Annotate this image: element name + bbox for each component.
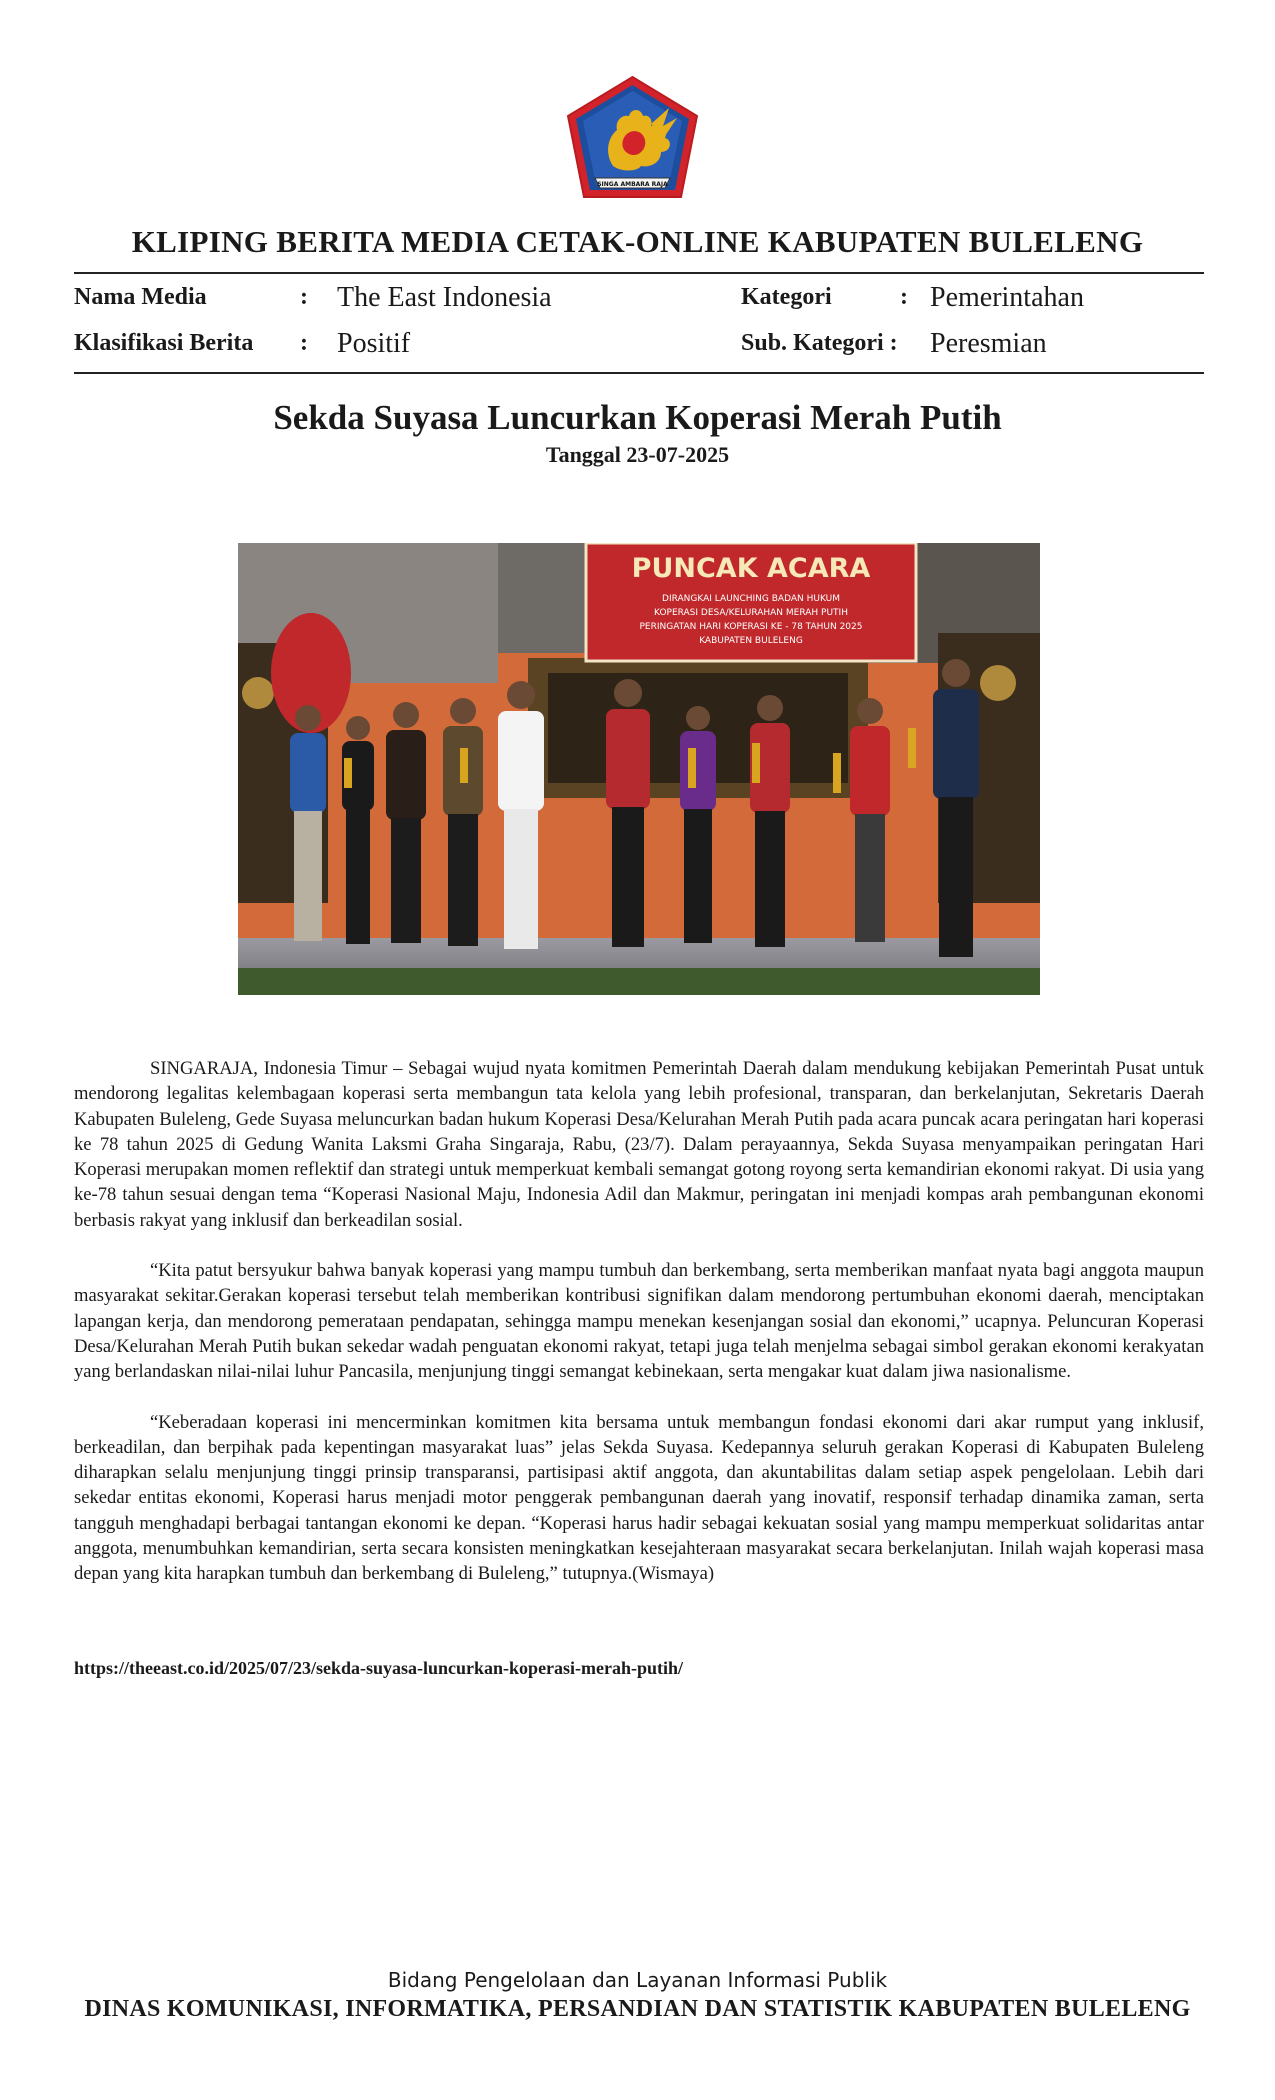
category-label: Kategori — [741, 284, 832, 310]
article-photo — [238, 543, 1040, 995]
category-colon: : — [900, 284, 908, 310]
media-name-value: The East Indonesia — [337, 282, 552, 313]
svg-text:SINGA AMBARA RAJA: SINGA AMBARA RAJA — [597, 181, 668, 188]
header-divider-top — [74, 272, 1204, 274]
classification-value: Positif — [337, 328, 411, 359]
banner-line-3: PERINGATAN HARI KOPERASI KE - 78 TAHUN 2025 — [639, 622, 863, 632]
buleleng-crest-logo — [565, 74, 700, 200]
footer-agency-title: DINAS KOMUNIKASI, INFORMATIKA, PERSANDIAN DAN STATISTIK KABUPATEN BULELENG — [84, 1996, 1191, 2022]
banner-line-2: KOPERASI DESA/KELURAHAN MERAH PUTIH — [654, 608, 848, 618]
banner-line-1: DIRANGKAI LAUNCHING BADAN HUKUM — [662, 594, 840, 604]
article-paragraph-2: “Kita patut bersyukur bahwa banyak koperasi yang mampu tumbuh dan berkembang, serta memberikan manfaat nyata bagi anggota maupun masyarakat sekitar.Gerakan koperasi tersebut telah memberikan kontribusi signifikan dalam mendorong pertumbuhan ekonomi daerah, menciptakan lapangan kerja, dan mendorong pemerataan pendapatan, sehingga mampu menekan kesenjangan sosial dan ekonomi,” ucapnya. Peluncuran Koperasi Desa/Kelurahan Merah Putih bukan sekedar wadah penguatan ekonomi rakyat, tetapi juga telah menjelma sebagai simbol gerakan ekonomi kerakyatan yang berlandaskan nilai-nilai luhur Pancasila, menjunjung tinggi semangat kebinekaan, serta mengakar kuat dalam jiwa nasionalisme. — [74, 1260, 1204, 1383]
document-header-title: KLIPING BERITA MEDIA CETAK-ONLINE KABUPATEN BULELENG — [131, 224, 1144, 259]
category-value: Pemerintahan — [930, 282, 1084, 313]
article-title: Sekda Suyasa Luncurkan Koperasi Merah Putih — [273, 398, 1002, 437]
banner-line-4: KABUPATEN BULELENG — [699, 636, 803, 646]
subcategory-value: Peresmian — [930, 328, 1047, 359]
article-body — [74, 1056, 1204, 1612]
classification-colon: : — [300, 330, 308, 356]
header-divider-bottom — [74, 372, 1204, 374]
media-name-colon: : — [300, 284, 308, 310]
article-date: Tanggal 23-07-2025 — [545, 442, 730, 467]
banner-heading: PUNCAK ACARA — [631, 553, 871, 584]
subcategory-label: Sub. Kategori : — [741, 330, 898, 356]
classification-label: Klasifikasi Berita — [74, 330, 254, 356]
media-name-label: Nama Media — [74, 284, 207, 310]
article-paragraph-3: “Keberadaan koperasi ini mencerminkan komitmen kita bersama untuk membangun fondasi ekonomi dari akar rumput yang inklusif, berkeadilan, dan berpihak pada kepentingan masyarakat luas” jelas Sekda Suyasa. Kedepannya seluruh gerakan Koperasi di Kabupaten Buleleng diharapkan selalu menjunjung tinggi prinsip transparansi, partisipasi aktif anggota, dan akuntabilitas dalam setiap aspek pengelolaan. Lebih dari sekedar entitas ekonomi, Koperasi harus menjadi motor penggerak pembangunan daerah yang inovatif, responsif terhadap dinamika zaman, serta tangguh menghadapi berbagai tantangan ekonomi ke depan. “Koperasi harus hadir sebagai kekuatan sosial yang mampu memperkuat solidaritas antar anggota, menumbuhkan kemandirian, serta secara konsisten meningkatkan kesejahteraan masyarakat secara berkelanjutan. Inilah wajah koperasi masa depan yang kita harapkan tumbuh dan berkembang di Buleleng,” tutupnya.(Wismaya) — [74, 1411, 1204, 1585]
source-url-link[interactable]: https://theeast.co.id/2025/07/23/sekda-suyasa-luncurkan-koperasi-merah-putih/ — [74, 1658, 684, 1678]
footer-subtitle: Bidang Pengelolaan dan Layanan Informasi Publik — [387, 1968, 888, 1992]
article-paragraph-1: SINGARAJA, Indonesia Timur – Sebagai wujud nyata komitmen Pemerintah Daerah dalam mendukung kebijakan Pemerintah Pusat untuk mendorong legalitas kelembagaan koperasi serta membangun tata kelola yang lebih profesional, transparan, dan berkelanjutan, Sekretaris Daerah Kabupaten Buleleng, Gede Suyasa meluncurkan badan hukum Koperasi Desa/Kelurahan Merah Putih pada acara puncak acara peringatan hari koperasi ke 78 tahun 2025 di Gedung Wanita Laksmi Graha Singaraja, Rabu, (23/7). Dalam perayaannya, Sekda Suyasa menyampaikan peringatan Hari Koperasi merupakan momen reflektif dan strategi untuk memperkuat kembali semangat gotong royong serta kemandirian ekonomi rakyat. Di usia yang ke-78 tahun sesuai dengan tema “Koperasi Nasional Maju, Indonesia Adil dan Makmur, peringatan ini menjadi kompas arah pembangunan ekonomi berbasis rakyat yang inklusif dan berkeadilan sosial. — [74, 1058, 1204, 1231]
